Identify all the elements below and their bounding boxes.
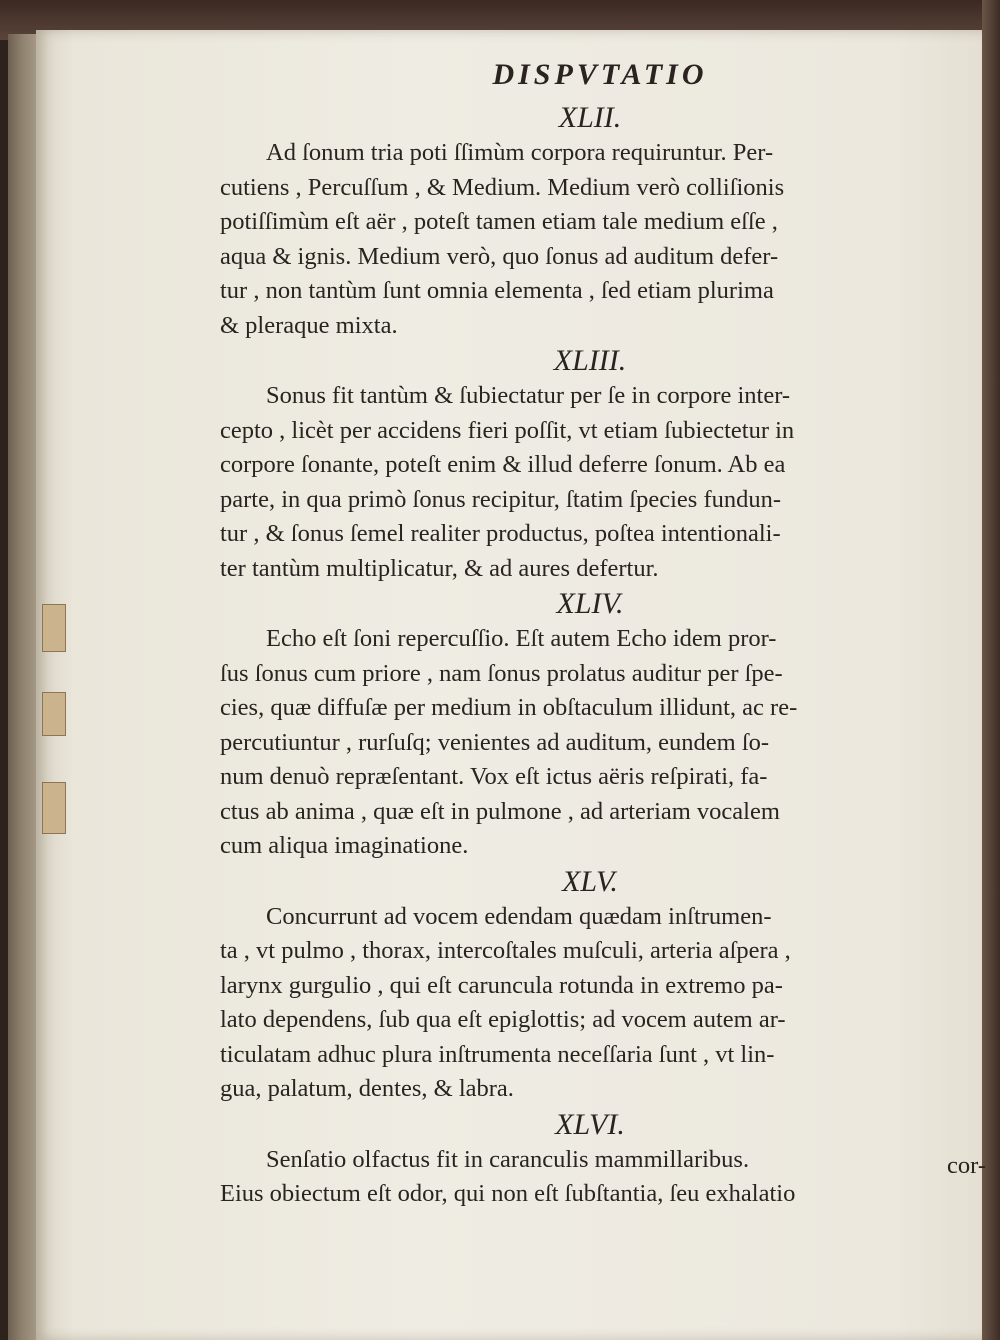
page-tab: [42, 782, 66, 834]
text-line: cum aliqua imaginatione.: [220, 832, 469, 859]
text-line: Senſatio olfactus fit in caranculis mammillaribus.: [266, 1145, 750, 1173]
text-line: aqua & ignis. Medium verò, quo ſonus ad auditum defer-: [220, 242, 779, 270]
text-line: num denuò repræſentant. Vox eſt ictus aëris reſpirati, fa-: [220, 763, 768, 790]
text-line: lato dependens, ſub qua eſt epiglottis; ad vocem autem ar-: [220, 1006, 786, 1033]
section-paragraph: [220, 1143, 960, 1212]
section-number: XLIV.: [556, 587, 624, 620]
text-line: larynx gurgulio , qui eſt caruncula rotunda in extremo pa-: [220, 971, 783, 999]
page-heading: DISPVTATIO: [492, 58, 708, 91]
section-paragraph: [220, 622, 960, 864]
text-line: Ad ſonum tria poti ſſimùm corpora requiruntur. Per-: [266, 139, 774, 166]
page-tab: [42, 692, 66, 736]
text-line: cepto , licèt per accidens fieri poſſit, vt etiam ſubiectetur in: [220, 416, 795, 444]
sections-container: [220, 100, 960, 1212]
text-line: ticulatam adhuc plura inſtrumenta neceſſaria ſunt , vt lin-: [220, 1040, 775, 1068]
text-line: tur , & ſonus ſemel realiter productus, poſtea intentionali-: [220, 520, 781, 547]
text-line: Sonus fit tantùm & ſubiectatur per ſe in corpore inter-: [266, 382, 791, 409]
section-number: XLII.: [558, 101, 622, 134]
text-line: cutiens , Percuſſum , & Medium. Medium verò colliſionis: [220, 173, 785, 201]
text-line: Concurrunt ad vocem edendam quædam inſtrumen-: [266, 902, 772, 930]
text-line: & pleraque mixta.: [220, 311, 398, 339]
text-line: gua, palatum, dentes, & labra.: [220, 1075, 514, 1102]
section-number: XLV.: [562, 864, 618, 898]
page-tab: [42, 604, 66, 652]
section-paragraph: [220, 900, 960, 1107]
text-line: ta , vt pulmo , thorax, intercoſtales muſculi, arteria aſpera ,: [220, 937, 791, 964]
text-line: cies, quæ diffuſæ per medium in obſtaculum illidunt, ac re-: [220, 694, 798, 721]
page-text: [220, 58, 960, 1212]
section-number: XLIII.: [553, 344, 627, 377]
text-line: ctus ab anima , quæ eſt in pulmone , ad arteriam vocalem: [220, 797, 780, 825]
book-cover-right: [982, 0, 1000, 1340]
section-paragraph: [220, 379, 960, 586]
text-line: percutiuntur , rurſuſq; venientes ad auditum, eundem ſo-: [220, 728, 770, 756]
text-line: parte, in qua primò ſonus recipitur, ſtatim ſpecies fundun-: [220, 485, 782, 513]
section-paragraph: [220, 136, 960, 343]
text-line: ſus ſonus cum priore , nam ſonus prolatus auditur per ſpe-: [220, 659, 783, 687]
catchword: cor-: [947, 1152, 986, 1179]
text-line: ter tantùm multiplicatur, & ad aures defertur.: [220, 554, 659, 582]
text-line: potiſſimùm eſt aër , poteſt tamen etiam tale medium eſſe ,: [220, 208, 778, 235]
text-line: Echo eſt ſoni repercuſſio. Eſt autem Echo idem pror-: [266, 625, 777, 652]
text-line: corpore ſonante, poteſt enim & illud deferre ſonum. Ab ea: [220, 451, 786, 478]
section-number: XLVI.: [555, 1107, 625, 1141]
text-line: tur , non tantùm ſunt omnia elementa , ſed etiam plurima: [220, 277, 774, 304]
text-line: Eius obiectum eſt odor, qui non eſt ſubſtantia, ſeu exhalatio: [220, 1180, 796, 1207]
